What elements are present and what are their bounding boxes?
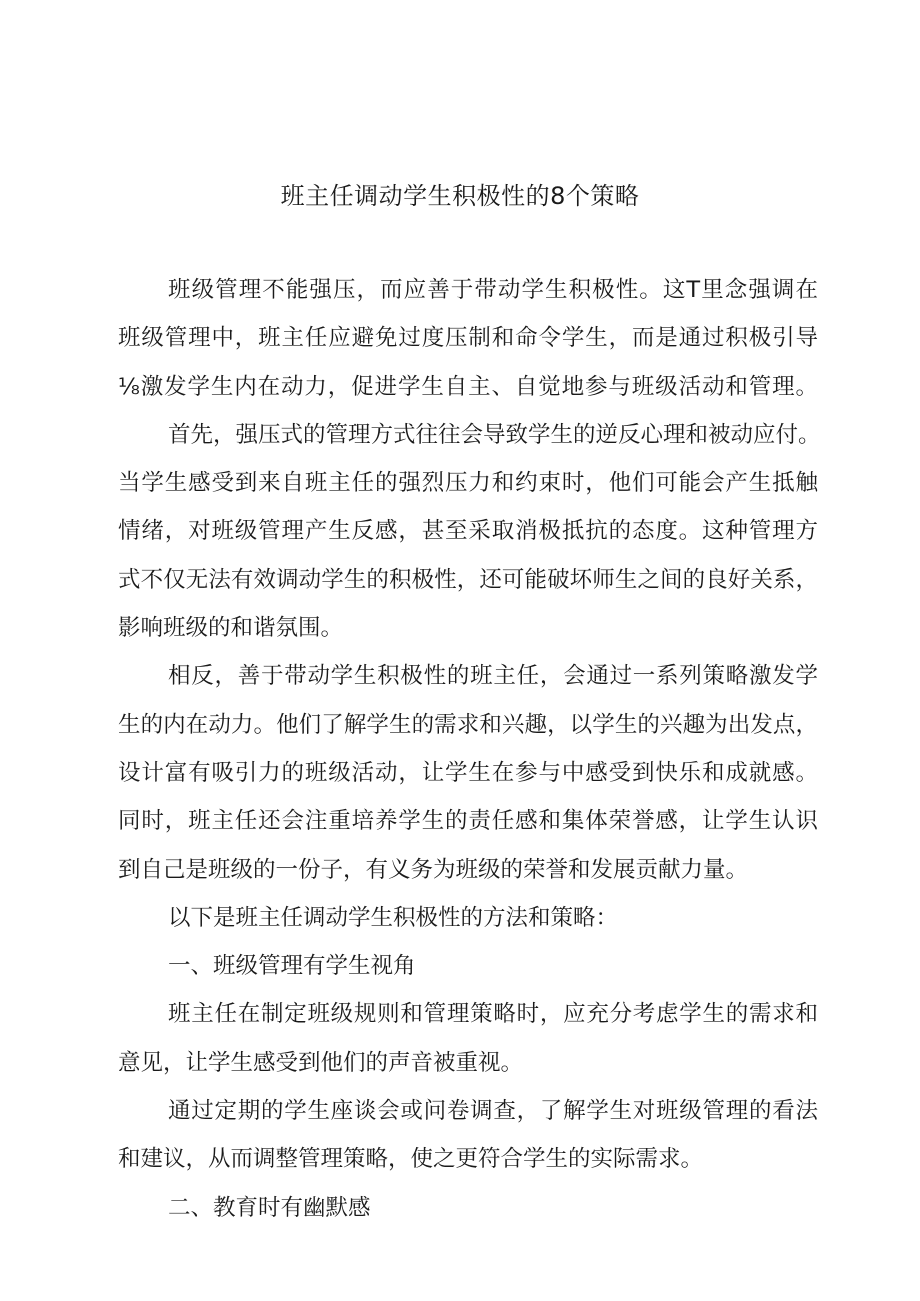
text-line: 班主任在制定班级规则和管理策略时，应充分考虑学生的需求和 (168, 1001, 818, 1028)
text-line: 相反，善于带动学生积极性的班主任，会通过一系列策略激发学 (168, 663, 818, 690)
text-line: 通过定期的学生座谈会或问卷调查，了解学生对班级管理的看法 (168, 1098, 818, 1125)
text-line: 一、班级管理有学生视角 (168, 953, 416, 980)
document-body (118, 266, 821, 1232)
text-line: 意见，让学生感受到他们的声音被重视。 (118, 1049, 524, 1076)
text-line: 到自己是班级的一份子，有义务为班级的荣誉和发展贡献力量。 (118, 856, 749, 883)
text-line: 班级管理中，班主任应避免过度压制和命令学生，而是通过积极引导 (118, 325, 818, 352)
text-line: 以下是班主任调动学生积极性的方法和策略： (168, 904, 619, 931)
text-line: 当学生感受到来自班主任的强烈压力和约束时，他们可能会产生抵触 (118, 470, 818, 497)
document-title: 班主任调动学生积极性的8个策略 (280, 182, 640, 210)
text-line: 情绪，对班级管理产生反感，甚至采取消极抵抗的态度。这种管理方 (118, 518, 818, 545)
text-line: 影响班级的和谐氛围。 (118, 615, 344, 642)
text-line: 首先，强压式的管理方式往往会导致学生的逆反心理和被动应付。 (168, 421, 821, 448)
text-line: ⅛激发学生内在动力，促进学生自主、自觉地参与班级活动和管理。 (118, 373, 818, 400)
text-line: 和建议，从而调整管理策略，使之更符合学生的实际需求。 (118, 1146, 704, 1173)
text-line: 设计富有吸引力的班级活动，让学生在参与中感受到快乐和成就感。 (118, 759, 818, 786)
text-line: 班级管理不能强压，而应善于带动学生积极性。这T里念强调在 (168, 277, 818, 303)
text-line: 式不仅无法有效调动学生的积极性，还可能破坏师生之间的良好关系， (118, 566, 818, 593)
text-line: 同时，班主任还会注重培养学生的责任感和集体荣誉感，让学生认识 (118, 808, 818, 835)
text-line: 二、教育时有幽默感 (168, 1194, 371, 1221)
text-line: 生的内在动力。他们了解学生的需求和兴趣，以学生的兴趣为出发点， (118, 711, 818, 738)
